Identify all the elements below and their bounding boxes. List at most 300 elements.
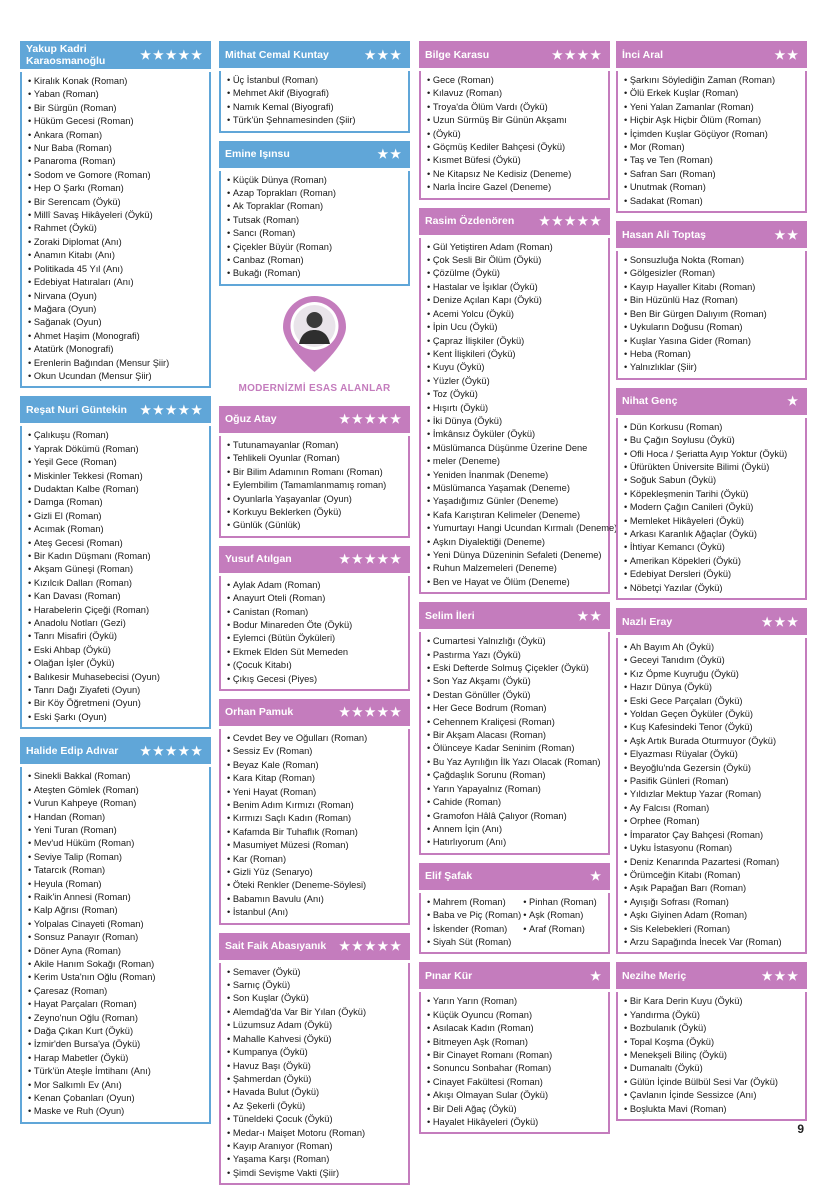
author-card-nihat-genc xyxy=(616,388,807,600)
author-card-resat-nuri-guntekin xyxy=(20,396,211,729)
work-item: • Baba ve Piç (Roman) xyxy=(427,909,521,922)
work-item: • Akile Hanım Sokağı (Roman) xyxy=(28,958,205,971)
work-item: • Uyku İstasyonu (Roman) xyxy=(624,842,801,855)
work-item: • Pastırma Yazı (Öykü) xyxy=(427,649,604,662)
work-item: • Tatarcık (Roman) xyxy=(28,864,205,877)
work-item: • Damga (Roman) xyxy=(28,496,205,509)
work-item: • Sonsuz Panayır (Roman) xyxy=(28,931,205,944)
work-item: • Her Gece Bodrum (Roman) xyxy=(427,702,604,715)
work-item: • Nur Baba (Roman) xyxy=(28,142,205,155)
work-item: • Rahmet (Öykü) xyxy=(28,222,205,235)
work-item: • Akşam Güneşi (Roman) xyxy=(28,563,205,576)
author-card-nezihe-meric xyxy=(616,962,807,1121)
work-item: • İskender (Roman) xyxy=(427,923,521,936)
author-header xyxy=(616,962,807,989)
modernism-emblem xyxy=(219,294,410,398)
work-item: • Namık Kemal (Biyografi) xyxy=(227,101,404,114)
work-item: • Ankara (Roman) xyxy=(28,129,205,142)
star-rating-icon: ★★★ xyxy=(761,968,800,983)
work-item: • Heba (Roman) xyxy=(624,348,801,361)
work-item: • Ölünceye Kadar Seninim (Roman) xyxy=(427,742,604,755)
work-item: • Memleket Hikâyeleri (Öykü) xyxy=(624,515,801,528)
work-item: • Denize Açılan Kapı (Öykü) xyxy=(427,294,604,307)
work-item: • Uzun Sürmüş Bir Günün Akşamı xyxy=(427,114,604,127)
star-rating-icon: ★★★★★ xyxy=(539,214,603,229)
works-list xyxy=(616,251,807,380)
work-item: • Dağa Çıkan Kurt (Öykü) xyxy=(28,1025,205,1038)
author-header xyxy=(20,396,211,423)
star-rating-icon: ★★★★ xyxy=(551,47,603,62)
work-item: • Gizli El (Roman) xyxy=(28,510,205,523)
work-item: • Nöbetçi Yazılar (Öykü) xyxy=(624,582,801,595)
author-card-nazli-eray xyxy=(616,608,807,954)
author-card-sait-faik-abasiyanik xyxy=(219,933,410,1186)
work-item: • Üfürükten Üniversite Bilimi (Öykü) xyxy=(624,461,801,474)
work-item: • Eski Defterde Solmuş Çiçekler (Öykü) xyxy=(427,662,604,675)
work-item: • İstanbul (Anı) xyxy=(227,906,404,919)
author-portrait-icon xyxy=(219,294,410,374)
work-item: • Pinhan (Roman) xyxy=(523,896,597,909)
work-item: • Bir Sürgün (Roman) xyxy=(28,102,205,115)
work-item: • Hayat Parçaları (Roman) xyxy=(28,998,205,1011)
work-item: • Modern Çağın Canileri (Öykü) xyxy=(624,501,801,514)
author-name: İnci Aral xyxy=(622,48,664,61)
work-item: • Şarkını Söylediğin Zaman (Roman) xyxy=(624,74,801,87)
author-header xyxy=(219,41,410,68)
works-list xyxy=(219,71,410,133)
work-item: • Müslümanca Yaşamak (Deneme) xyxy=(427,482,604,495)
work-item: • Mahalle Kahvesi (Öykü) xyxy=(227,1033,404,1046)
author-name: Rasim Özdenören xyxy=(425,215,515,228)
work-item: • Politikada 45 Yıl (Anı) xyxy=(28,263,205,276)
work-item: • Canbaz (Roman) xyxy=(227,254,404,267)
work-item: • Kuş Kafesindeki Tenor (Öykü) xyxy=(624,721,801,734)
work-item: • Yeni Hayat (Roman) xyxy=(227,786,404,799)
work-item: • Bir Cinayet Romanı (Roman) xyxy=(427,1049,604,1062)
work-item: • Akışı Olmayan Sular (Öykü) xyxy=(427,1089,604,1102)
work-item: • Sancı (Roman) xyxy=(227,227,404,240)
work-item: • Zeyno'nun Oğlu (Roman) xyxy=(28,1012,205,1025)
star-rating-icon: ★★★★★ xyxy=(140,402,204,417)
work-item: • Millî Savaş Hikâyeleri (Öykü) xyxy=(28,209,205,222)
work-item: • Bu Yaz Ayrılığın İlk Yazı Olacak (Roman) xyxy=(427,756,604,769)
work-item: • Yaprak Dökümü (Roman) xyxy=(28,443,205,456)
works-list xyxy=(219,576,410,691)
star-rating-icon: ★★★★★ xyxy=(339,705,403,720)
work-item: • Kız Öpme Kuyruğu (Öykü) xyxy=(624,668,801,681)
work-item: • Döner Ayna (Roman) xyxy=(28,945,205,958)
author-card-emine-isinsu xyxy=(219,141,410,286)
work-item: • Çıkış Gecesi (Piyes) xyxy=(227,673,404,686)
work-item: • Şimdi Sevişme Vakti (Şiir) xyxy=(227,1167,404,1180)
star-rating-icon: ★ xyxy=(590,968,603,983)
work-item: • Atatürk (Monografi) xyxy=(28,343,205,356)
work-item: • Soğuk Sabun (Öykü) xyxy=(624,474,801,487)
work-item: • Dumanaltı (Öykü) xyxy=(624,1062,801,1075)
work-item: • Beyaz Kale (Roman) xyxy=(227,759,404,772)
work-item: • İzmir'den Bursa'ya (Öykü) xyxy=(28,1038,205,1051)
work-item: • Hastalar ve İşıklar (Öykü) xyxy=(427,281,604,294)
work-item: • Vurun Kahpeye (Roman) xyxy=(28,797,205,810)
work-item: • Yalnızlıklar (Şiir) xyxy=(624,361,801,374)
work-item: • Anamın Kitabı (Anı) xyxy=(28,249,205,262)
work-item: • Semaver (Öykü) xyxy=(227,966,404,979)
author-header xyxy=(616,388,807,415)
works-list xyxy=(419,893,610,955)
work-item: • Anayurt Oteli (Roman) xyxy=(227,592,404,605)
work-item: • Destan Gönüller (Öykü) xyxy=(427,689,604,702)
work-item: • Eylemci (Bütün Öyküleri) xyxy=(227,632,404,645)
work-item: • Az Şekerli (Öykü) xyxy=(227,1100,404,1113)
author-card-yusuf-atilgan xyxy=(219,546,410,691)
work-item: • Bir Serencam (Öykü) xyxy=(28,196,205,209)
work-item: • Yaşama Karşı (Roman) xyxy=(227,1153,404,1166)
work-item: • Eski Gece Parçaları (Öykü) xyxy=(624,695,801,708)
author-name: Oğuz Atay xyxy=(225,413,277,426)
work-item: • Seviye Talip (Roman) xyxy=(28,851,205,864)
page-number: 9 xyxy=(797,1122,804,1136)
work-item: • Çiçekler Büyür (Roman) xyxy=(227,241,404,254)
work-item: • Mev'ud Hüküm (Roman) xyxy=(28,837,205,850)
work-item: • İpin Ucu (Öykü) xyxy=(427,321,604,334)
works-list xyxy=(219,963,410,1186)
work-item: • Taş ve Ten (Roman) xyxy=(624,154,801,167)
work-item: • (Öykü) xyxy=(427,128,604,141)
work-item: • Mor Salkımlı Ev (Anı) xyxy=(28,1079,205,1092)
author-header xyxy=(616,608,807,635)
work-item: • Beyoğlu'nda Gezersin (Öykü) xyxy=(624,762,801,775)
author-name: Pınar Kür xyxy=(425,969,473,982)
work-item: • Zoraki Diplomat (Anı) xyxy=(28,236,205,249)
work-item: • Anadolu Notları (Gezi) xyxy=(28,617,205,630)
work-item: • Ruhun Malzemeleri (Deneme) xyxy=(427,562,604,575)
author-card-bilge-karasu xyxy=(419,41,610,200)
work-item: • Sodom ve Gomore (Roman) xyxy=(28,169,205,182)
work-item: • Sonuncu Sonbahar (Roman) xyxy=(427,1062,604,1075)
author-header xyxy=(20,41,211,69)
work-item: • Yandırma (Öykü) xyxy=(624,1009,801,1022)
work-item: • Gramofon Hâlâ Çalıyor (Roman) xyxy=(427,810,604,823)
work-item: • Erenlerin Bağından (Mensur Şiir) xyxy=(28,357,205,370)
work-item: • Tanrı Misafiri (Öykü) xyxy=(28,630,205,643)
work-item: • Mahrem (Roman) xyxy=(427,896,521,909)
work-item: • Elyazması Rüyalar (Öykü) xyxy=(624,748,801,761)
work-item: • Maske ve Ruh (Oyun) xyxy=(28,1105,205,1118)
work-item: • Hatırlıyorum (Anı) xyxy=(427,836,604,849)
work-item: • Gizli Yüz (Senaryo) xyxy=(227,866,404,879)
star-rating-icon: ★★ xyxy=(774,227,800,242)
work-item: • Bozbulanık (Öykü) xyxy=(624,1022,801,1035)
author-name: Mithat Cemal Kuntay xyxy=(225,48,329,61)
work-item: • Örümceğin Kitabı (Roman) xyxy=(624,869,801,882)
work-item: • Gülün İçinde Bülbül Sesi Var (Öykü) xyxy=(624,1076,801,1089)
work-item: • Sonsuzluğa Nokta (Roman) xyxy=(624,254,801,267)
author-header xyxy=(419,962,610,989)
work-item: • Korkuyu Beklerken (Öykü) xyxy=(227,506,404,519)
author-card-halide-edip-adivar xyxy=(20,737,211,1124)
work-item: • İhtiyar Kemancı (Öykü) xyxy=(624,541,801,554)
works-list xyxy=(616,992,807,1121)
work-item: • Bir Bilim Adamının Romanı (Roman) xyxy=(227,466,404,479)
work-item: • Raik'in Annesi (Roman) xyxy=(28,891,205,904)
work-item: • Ateşten Gömlek (Roman) xyxy=(28,784,205,797)
work-item: • meler (Deneme) xyxy=(427,455,604,468)
work-item: • Yıldızlar Mektup Yazar (Roman) xyxy=(624,788,801,801)
work-item: • Edebiyat Dersleri (Öykü) xyxy=(624,568,801,581)
work-item: • Hazır Dünya (Öykü) xyxy=(624,681,801,694)
author-card-pinar-kur xyxy=(419,962,610,1134)
work-item: • Pasifik Günleri (Roman) xyxy=(624,775,801,788)
work-item: • Kızılcık Dalları (Roman) xyxy=(28,577,205,590)
work-item: • Menekşeli Bilinç (Öykü) xyxy=(624,1049,801,1062)
works-list xyxy=(219,436,410,538)
work-item: • Kalp Ağrısı (Roman) xyxy=(28,904,205,917)
star-rating-icon: ★★★★★ xyxy=(140,743,204,758)
author-name: Nazlı Eray xyxy=(622,615,673,628)
work-item: • Asılacak Kadın (Roman) xyxy=(427,1022,604,1035)
work-item: • Dün Korkusu (Roman) xyxy=(624,421,801,434)
work-item: • Bir Akşam Alacası (Roman) xyxy=(427,729,604,742)
author-name: Sait Faik Abasıyanık xyxy=(225,940,327,953)
work-item: • Cehennem Kraliçesi (Roman) xyxy=(427,716,604,729)
author-name: Nezihe Meriç xyxy=(622,969,687,982)
work-item: • Handan (Roman) xyxy=(28,811,205,824)
work-item: • Kayıp Aranıyor (Roman) xyxy=(227,1140,404,1153)
work-item: • Çapraz İlişkiler (Öykü) xyxy=(427,335,604,348)
star-rating-icon: ★★★★★ xyxy=(339,939,403,954)
work-item: • Sadakat (Roman) xyxy=(624,195,801,208)
work-item: • Ekmek Elden Süt Memeden xyxy=(227,646,404,659)
work-item: • Narla İncire Gazel (Deneme) xyxy=(427,181,604,194)
work-item: • Yeni Turan (Roman) xyxy=(28,824,205,837)
works-list xyxy=(219,729,410,925)
column-2 xyxy=(219,41,410,1193)
work-item: • Heyula (Roman) xyxy=(28,878,205,891)
work-item: • Üç İstanbul (Roman) xyxy=(227,74,404,87)
work-item: • Kent İlişkileri (Öykü) xyxy=(427,348,604,361)
work-item: • Kumpanya (Öykü) xyxy=(227,1046,404,1059)
work-item: • Sarnıç (Öykü) xyxy=(227,979,404,992)
author-card-selim-ileri xyxy=(419,602,610,855)
work-item: • Kiralık Konak (Roman) xyxy=(28,75,205,88)
author-name: Elif Şafak xyxy=(425,870,473,883)
work-item: • Uykuların Doğusu (Roman) xyxy=(624,321,801,334)
author-name: Nihat Genç xyxy=(622,395,678,408)
work-item: • Çaresaz (Roman) xyxy=(28,985,205,998)
work-item: • Yolpalas Cinayeti (Roman) xyxy=(28,918,205,931)
work-item: • Ak Topraklar (Roman) xyxy=(227,200,404,213)
work-item: • Oyunlarla Yaşayanlar (Oyun) xyxy=(227,493,404,506)
work-item: • Deniz Kenarında Pazartesi (Roman) xyxy=(624,856,801,869)
works-list xyxy=(616,638,807,954)
author-header xyxy=(219,546,410,573)
work-item: • Sessiz Ev (Roman) xyxy=(227,745,404,758)
work-item: • Türk'ün Ateşle İmtihanı (Anı) xyxy=(28,1065,205,1078)
work-item: • Harap Mabetler (Öykü) xyxy=(28,1052,205,1065)
work-item: • Türk'ün Şehnamesinden (Şiir) xyxy=(227,114,404,127)
works-list xyxy=(419,238,618,595)
work-item: • Kırmızı Saçlı Kadın (Roman) xyxy=(227,812,404,825)
work-item: • Acemi Yolcu (Öykü) xyxy=(427,308,604,321)
work-item: • Unutmak (Roman) xyxy=(624,181,801,194)
work-item: • Aşkın Diyalektiği (Deneme) xyxy=(427,536,604,549)
star-rating-icon: ★★ xyxy=(774,47,800,62)
work-item: • Yeşil Gece (Roman) xyxy=(28,456,205,469)
work-item: • Tanrı Dağı Ziyafeti (Oyun) xyxy=(28,684,205,697)
work-item: • Cahide (Roman) xyxy=(427,796,604,809)
work-item: • Çok Sesli Bir Ölüm (Öykü) xyxy=(427,254,604,267)
work-item: • Ben ve Hayat ve Ölüm (Deneme) xyxy=(427,576,604,589)
work-item: • Bir Kara Derin Kuyu (Öykü) xyxy=(624,995,801,1008)
work-item: • Yarın Yapayalnız (Roman) xyxy=(427,783,604,796)
work-item: • İmkânsız Öyküler (Öykü) xyxy=(427,428,604,441)
work-item: • Nirvana (Oyun) xyxy=(28,290,205,303)
work-item: • Kafamda Bir Tuhaflık (Roman) xyxy=(227,826,404,839)
work-item: • Çalıkuşu (Roman) xyxy=(28,429,205,442)
work-item: • Tüneldeki Çocuk (Öykü) xyxy=(227,1113,404,1126)
column-3 xyxy=(419,41,618,1142)
works-list xyxy=(419,632,610,855)
work-item: • Son Yaz Akşamı (Öykü) xyxy=(427,675,604,688)
work-item: • Annem İçin (Anı) xyxy=(427,823,604,836)
work-item: • Yarın Yarın (Roman) xyxy=(427,995,604,1008)
work-item: • Geceyi Tanıdım (Öykü) xyxy=(624,654,801,667)
work-item: • Kuyu (Öykü) xyxy=(427,361,604,374)
work-item: • Şahmerdan (Öykü) xyxy=(227,1073,404,1086)
work-item: • Bukağı (Roman) xyxy=(227,267,404,280)
work-item: • Edebiyat Hatıraları (Anı) xyxy=(28,276,205,289)
work-item: • Kayıp Hayaller Kitabı (Roman) xyxy=(624,281,801,294)
star-rating-icon: ★★★★★ xyxy=(339,552,403,567)
work-item: • Hep O Şarkı (Roman) xyxy=(28,182,205,195)
work-item: • Gül Yetiştiren Adam (Roman) xyxy=(427,241,604,254)
author-card-orhan-pamuk xyxy=(219,699,410,925)
work-item: • Balıkesir Muhasebecisi (Oyun) xyxy=(28,671,205,684)
work-item: • Hayalet Hikâyeleri (Öykü) xyxy=(427,1116,604,1129)
works-list xyxy=(419,71,610,200)
author-card-inci-aral xyxy=(616,41,807,213)
author-header xyxy=(20,737,211,764)
works-list xyxy=(616,418,807,600)
work-item: • Aşk Artık Burada Oturmuyor (Öykü) xyxy=(624,735,801,748)
work-item: • Kar (Roman) xyxy=(227,853,404,866)
work-item: • Safran Sarı (Roman) xyxy=(624,168,801,181)
work-item: • Ofli Hoca / Şeriatta Ayıp Yoktur (Öykü) xyxy=(624,448,801,461)
work-item: • Hüküm Gecesi (Roman) xyxy=(28,115,205,128)
work-item: • Kerim Usta'nın Oğlu (Roman) xyxy=(28,971,205,984)
work-item: • Havada Bulut (Öykü) xyxy=(227,1086,404,1099)
work-item: • Troya'da Ölüm Vardı (Öykü) xyxy=(427,101,604,114)
work-item: • Ateş Gecesi (Roman) xyxy=(28,537,205,550)
star-rating-icon: ★★ xyxy=(577,608,603,623)
work-item: • Azap Toprakları (Roman) xyxy=(227,187,404,200)
author-header xyxy=(616,41,807,68)
work-item: • Cevdet Bey ve Oğulları (Roman) xyxy=(227,732,404,745)
star-rating-icon: ★ xyxy=(787,394,800,409)
work-item: • Yaşadığımız Günler (Deneme) xyxy=(427,495,604,508)
work-item: • Ölü Erkek Kuşlar (Roman) xyxy=(624,87,801,100)
author-name: Reşat Nuri Güntekin xyxy=(26,403,127,416)
work-item: • Cinayet Fakültesi (Roman) xyxy=(427,1076,604,1089)
star-rating-icon: ★★★★★ xyxy=(339,412,403,427)
work-item: • Tutsak (Roman) xyxy=(227,214,404,227)
work-item: • Bir Deli Ağaç (Öykü) xyxy=(427,1103,604,1116)
column-4 xyxy=(616,41,807,1129)
author-name: Halide Edip Adıvar xyxy=(26,744,119,757)
work-item: • Canistan (Roman) xyxy=(227,606,404,619)
work-item: • Eski Ahbap (Öykü) xyxy=(28,644,205,657)
work-item: • Ayışığı Sofrası (Roman) xyxy=(624,896,801,909)
author-header xyxy=(419,863,610,890)
work-item: • (Çocuk Kitabı) xyxy=(227,659,404,672)
work-item: • Acımak (Roman) xyxy=(28,523,205,536)
work-item: • Kafa Karıştıran Kelimeler (Deneme) xyxy=(427,509,604,522)
work-item: • Panaroma (Roman) xyxy=(28,155,205,168)
author-card-yakup-kadri-karaosmanoglu xyxy=(20,41,211,388)
work-item: • Tehlikeli Oyunlar (Roman) xyxy=(227,452,404,465)
works-list xyxy=(616,71,807,213)
work-item: • Aşık Papağan Barı (Roman) xyxy=(624,882,801,895)
work-item: • İmparator Çay Bahçesi (Roman) xyxy=(624,829,801,842)
author-name: Yakup Kadri Karaosmanoğlu xyxy=(26,43,106,67)
work-item: • Miskinler Tekkesi (Roman) xyxy=(28,470,205,483)
author-header xyxy=(616,221,807,248)
works-list xyxy=(20,767,211,1124)
work-item: • Yoldan Geçen Öyküler (Öykü) xyxy=(624,708,801,721)
work-item: • Havuz Başı (Öykü) xyxy=(227,1060,404,1073)
emblem-label: MODERNİZMİ ESAS ALANLAR xyxy=(238,382,391,394)
work-item: • Ben Bir Gürgen Dalıyım (Roman) xyxy=(624,308,801,321)
work-item: • Eski Şarkı (Oyun) xyxy=(28,711,205,724)
work-item: • Cumartesi Yalnızlığı (Öykü) xyxy=(427,635,604,648)
work-item: • Babamın Bavulu (Anı) xyxy=(227,893,404,906)
work-item: • Mehmet Akif (Biyografi) xyxy=(227,87,404,100)
work-item: • Aylak Adam (Roman) xyxy=(227,579,404,592)
work-item: • Alemdağ'da Var Bir Yılan (Öykü) xyxy=(227,1006,404,1019)
works-list xyxy=(20,72,211,388)
work-item: • Lüzumsuz Adam (Öykü) xyxy=(227,1019,404,1032)
work-item: • Boşlukta Mavi (Roman) xyxy=(624,1103,801,1116)
author-header xyxy=(219,699,410,726)
star-rating-icon: ★★ xyxy=(377,147,403,162)
work-item: • Aşk (Roman) xyxy=(523,909,597,922)
author-card-oguz-atay xyxy=(219,406,410,538)
work-item: • Müslümanca Düşünme Üzerine Dene xyxy=(427,442,604,455)
work-item: • Medar-ı Maişet Motoru (Roman) xyxy=(227,1127,404,1140)
work-item: • Ne Kitapsız Ne Kedisiz (Deneme) xyxy=(427,168,604,181)
work-item: • Sağanak (Oyun) xyxy=(28,316,205,329)
work-item: • Gece (Roman) xyxy=(427,74,604,87)
work-item: • Yeni Yalan Zamanlar (Roman) xyxy=(624,101,801,114)
works-list xyxy=(419,992,610,1134)
work-item: • Arkası Karanlık Ağaçlar (Öykü) xyxy=(624,528,801,541)
work-item: • Bir Kadın Düşmanı (Roman) xyxy=(28,550,205,563)
work-item: • Çözülme (Öykü) xyxy=(427,267,604,280)
work-item: • Amerikan Köpekleri (Öykü) xyxy=(624,555,801,568)
work-item: • İçimden Kuşlar Göçüyor (Roman) xyxy=(624,128,801,141)
author-header xyxy=(419,41,610,68)
work-item: • Öteki Renkler (Deneme-Söylesi) xyxy=(227,879,404,892)
work-item: • Yeniden İnanmak (Deneme) xyxy=(427,469,604,482)
work-item: • Olağan İşler (Öykü) xyxy=(28,657,205,670)
work-item: • Harabelerin Çiçeği (Roman) xyxy=(28,604,205,617)
work-item: • Dudaktan Kalbe (Roman) xyxy=(28,483,205,496)
work-item: • Aşkı Giyinen Adam (Roman) xyxy=(624,909,801,922)
work-item: • Kara Kitap (Roman) xyxy=(227,772,404,785)
work-item: • Çavlanın İçinde Sessizce (Anı) xyxy=(624,1089,801,1102)
work-item: • Gölgesizler (Roman) xyxy=(624,267,801,280)
work-item: • Arzu Sapağında İnecek Var (Roman) xyxy=(624,936,801,949)
